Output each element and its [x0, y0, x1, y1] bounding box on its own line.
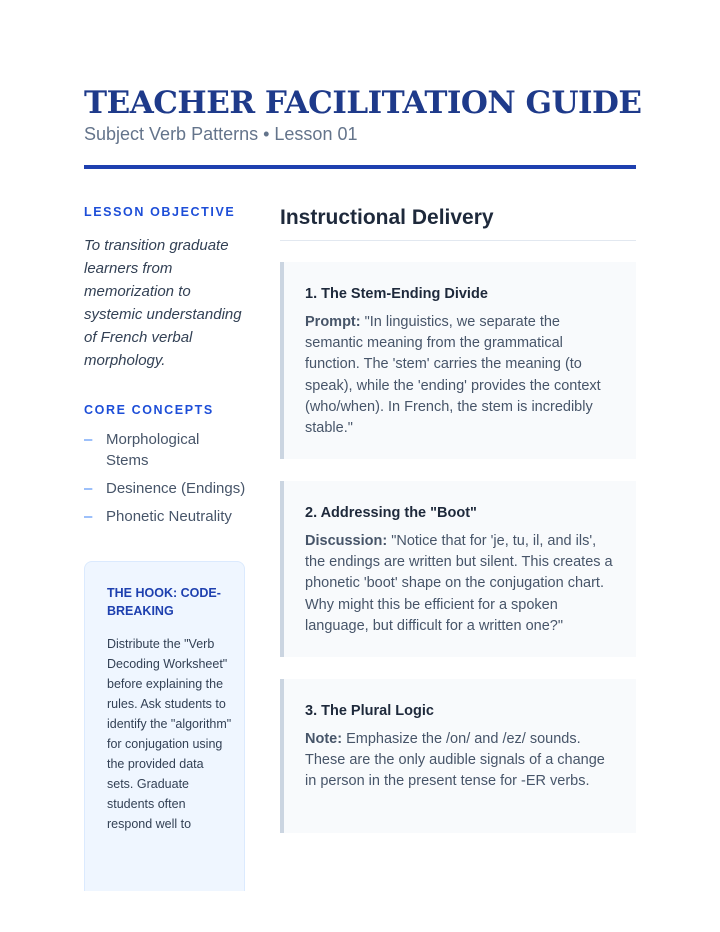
step-title: 1. The Stem-Ending Divide [305, 286, 488, 302]
delivery-step-card [280, 679, 636, 833]
concept-label: Morphological Stems [106, 431, 200, 469]
page-title: TEACHER FACILITATION GUIDE [84, 85, 642, 121]
section-divider [280, 240, 636, 241]
step-lead: Note: [305, 731, 343, 747]
core-concepts-list [84, 429, 246, 527]
step-text: "In linguistics, we separate the semantic meaning from the grammatical function. The 'stem' carries the meaning (to speak), while the 'ending' provides the context (who/when). In French, the stem is incredibly stable." [305, 314, 601, 437]
lesson-objective-text: To transition graduate learners from memorization to systemic understanding of French verbal morphology. [84, 237, 242, 369]
concept-item [84, 506, 246, 527]
section-heading: Instructional Delivery [280, 206, 494, 229]
step-title: 2. Addressing the "Boot" [305, 505, 477, 521]
step-text: Emphasize the /on/ and /ez/ sounds. These are the only audible signals of a change in person in the present tense for -ER verbs. [305, 731, 605, 790]
dash-bullet-icon: – [84, 480, 93, 497]
concept-label: Desinence (Endings) [106, 480, 246, 497]
hook-callout [84, 561, 245, 891]
hook-title: THE HOOK: CODE-BREAKING [107, 586, 221, 618]
instructional-delivery [280, 203, 636, 241]
delivery-step-card [280, 262, 636, 459]
dash-bullet-icon: – [84, 508, 93, 525]
page-subtitle: Subject Verb Patterns • Lesson 01 [84, 124, 358, 144]
concept-label: Phonetic Neutrality [106, 508, 232, 525]
core-concepts-label: CORE CONCEPTS [84, 403, 214, 417]
delivery-step-card [280, 481, 636, 657]
step-lead: Prompt: [305, 314, 361, 330]
step-body [305, 531, 616, 637]
step-body [305, 729, 616, 793]
dash-bullet-icon: – [84, 431, 93, 448]
concept-item [84, 478, 246, 499]
step-title: 3. The Plural Logic [305, 703, 434, 719]
guide-header [84, 84, 642, 145]
step-body [305, 312, 616, 439]
hook-body: Distribute the "Verb Decoding Worksheet" before explaining the rules. Ask students to identify the "algorithm" for conjugation using the provided data sets. Graduate students often respond well to [107, 637, 232, 831]
step-lead: Discussion: [305, 533, 388, 549]
header-divider [84, 165, 636, 169]
sidebar [84, 205, 246, 534]
step-text: "Notice that for 'je, tu, il, and ils', the endings are written but silent. This creates a phonetic 'boot' shape on the conjugation chart. Why might this be efficient for a spoken language, but difficult for a written one?" [305, 533, 613, 634]
lesson-objective-label: LESSON OBJECTIVE [84, 205, 236, 219]
concept-item [84, 429, 246, 471]
